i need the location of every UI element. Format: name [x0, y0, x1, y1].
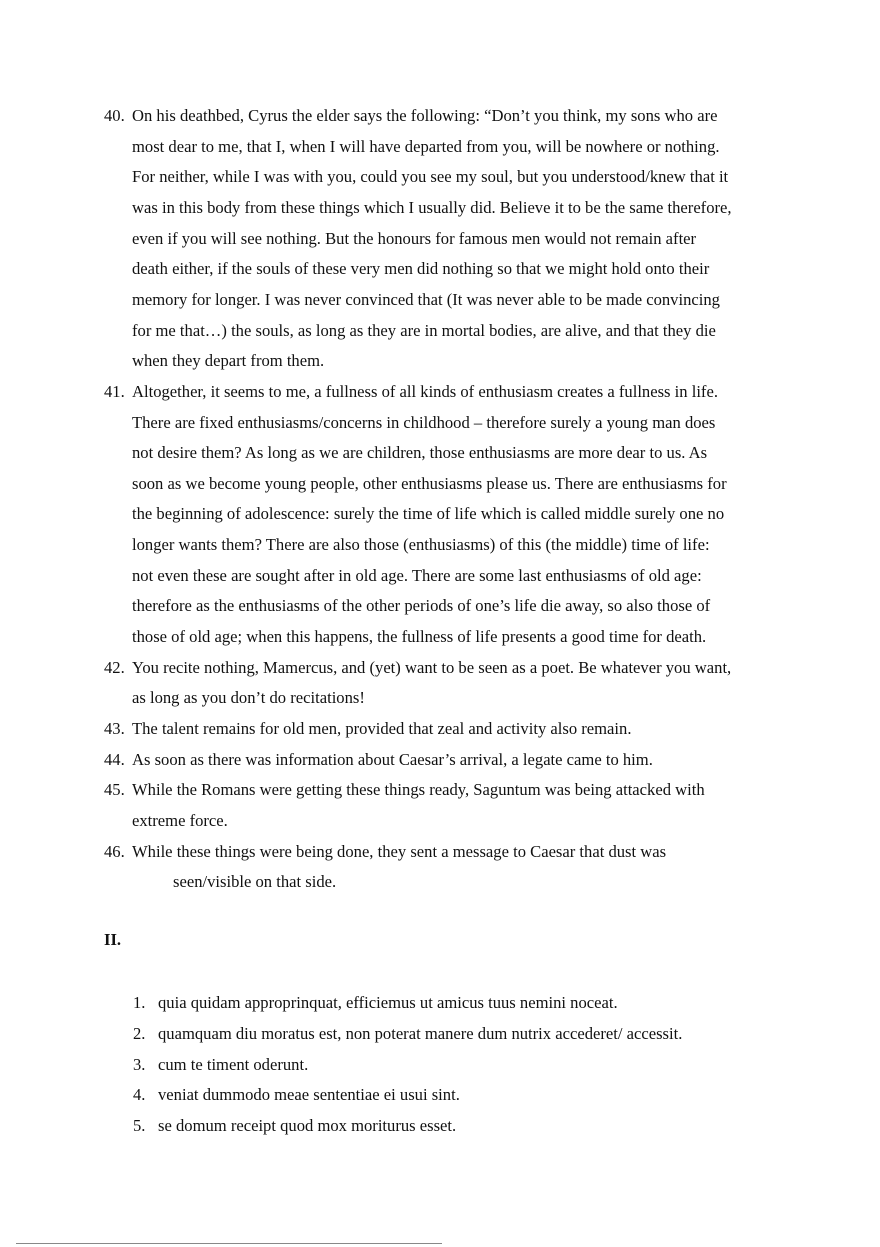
item-number: 40. — [104, 106, 125, 125]
item-text-line: not even these are sought after in old age. There are some last enthusiasms of old age: — [132, 565, 702, 585]
item-text-line: those of old age; when this happens, the fullness of life presents a good time for death. — [132, 627, 707, 647]
item-number: 46. — [104, 841, 125, 861]
item-text-line: death either, if the souls of these very men did nothing so that we might hold onto their — [132, 259, 710, 279]
section-item-text: quamquam diu moratus est, non poterat manere dum nutrix accederet/ accessit. — [158, 1023, 683, 1043]
item-text-line: seen/visible on that side. — [173, 872, 337, 892]
item-text-line: not desire them? As long as we are children, those enthusiasms are more dear to us. As — [132, 443, 708, 463]
section-item-text: cum te timent oderunt. — [158, 1054, 309, 1074]
item-text-line: The talent remains for old men, provided that zeal and activity also remain. — [132, 719, 632, 738]
section-item-number: 3. — [133, 1054, 146, 1074]
item-text-line: extreme force. — [132, 810, 228, 830]
section-item-number: 1. — [133, 993, 146, 1012]
item-text-line: There are fixed enthusiasms/concerns in childhood – therefore surely a young man does — [132, 412, 716, 432]
footnote-divider — [16, 1243, 442, 1244]
item-text-line: most dear to me, that I, when I will have departed from you, will be nowhere or nothing. — [132, 136, 720, 156]
item-text-line: You recite nothing, Mamercus, and (yet) want to be seen as a poet. Be whatever you want, — [132, 657, 732, 677]
section-item-number: 5. — [133, 1116, 146, 1136]
section-item-text: veniat dummodo meae sententiae ei usui sint. — [158, 1085, 460, 1105]
item-text-line: for me that…) the souls, as long as they are in mortal bodies, are alive, and that they die — [132, 320, 716, 340]
section-item-number: 2. — [133, 1023, 146, 1043]
item-text-line: the beginning of adolescence: surely the time of life which is called middle surely one no — [132, 504, 725, 524]
item-text-line: For neither, while I was with you, could you see my soul, but you understood/knew that it — [132, 167, 729, 187]
item-number: 41. — [104, 381, 125, 401]
item-text-line: Altogether, it seems to me, a fullness of all kinds of enthusiasm creates a fullness in life. — [132, 381, 718, 401]
item-text-line: While these things were being done, they sent a message to Caesar that dust was — [132, 841, 667, 861]
item-number: 42. — [104, 657, 125, 677]
item-text-line: While the Romans were getting these things ready, Saguntum was being attacked with — [132, 780, 705, 800]
item-text-line: was in this body from these things which I usually did. Believe it to be the same therefore, — [132, 197, 732, 217]
item-text-line: even if you will see nothing. But the honours for famous men would not remain after — [132, 228, 697, 248]
item-text-line: As soon as there was information about Caesar’s arrival, a legate came to him. — [132, 749, 653, 769]
item-text-line: soon as we become young people, other enthusiasms please us. There are enthusiasms for — [132, 473, 727, 493]
item-text-line: On his deathbed, Cyrus the elder says the following: “Don’t you think, my sons who are — [132, 106, 718, 125]
section-item-number: 4. — [133, 1085, 146, 1105]
section-item-text: se domum receipt quod mox moriturus esset. — [158, 1116, 457, 1136]
item-text-line: memory for longer. I was never convinced that (It was never able to be made convincing — [132, 289, 720, 309]
section-heading: II. — [104, 930, 122, 949]
item-number: 44. — [104, 749, 125, 769]
section-item-text: quia quidam approprinquat, efficiemus ut amicus tuus nemini noceat. — [158, 993, 618, 1012]
item-text-line: therefore as the enthusiasms of the other periods of one’s life die away, so also those of — [132, 596, 711, 616]
item-text-line: when they depart from them. — [132, 351, 325, 371]
item-text-line: as long as you don’t do recitations! — [132, 688, 365, 708]
item-number: 45. — [104, 780, 125, 800]
item-number: 43. — [104, 719, 125, 738]
item-text-line: longer wants them? There are also those (enthusiasms) of this (the middle) time of life: — [132, 535, 710, 555]
